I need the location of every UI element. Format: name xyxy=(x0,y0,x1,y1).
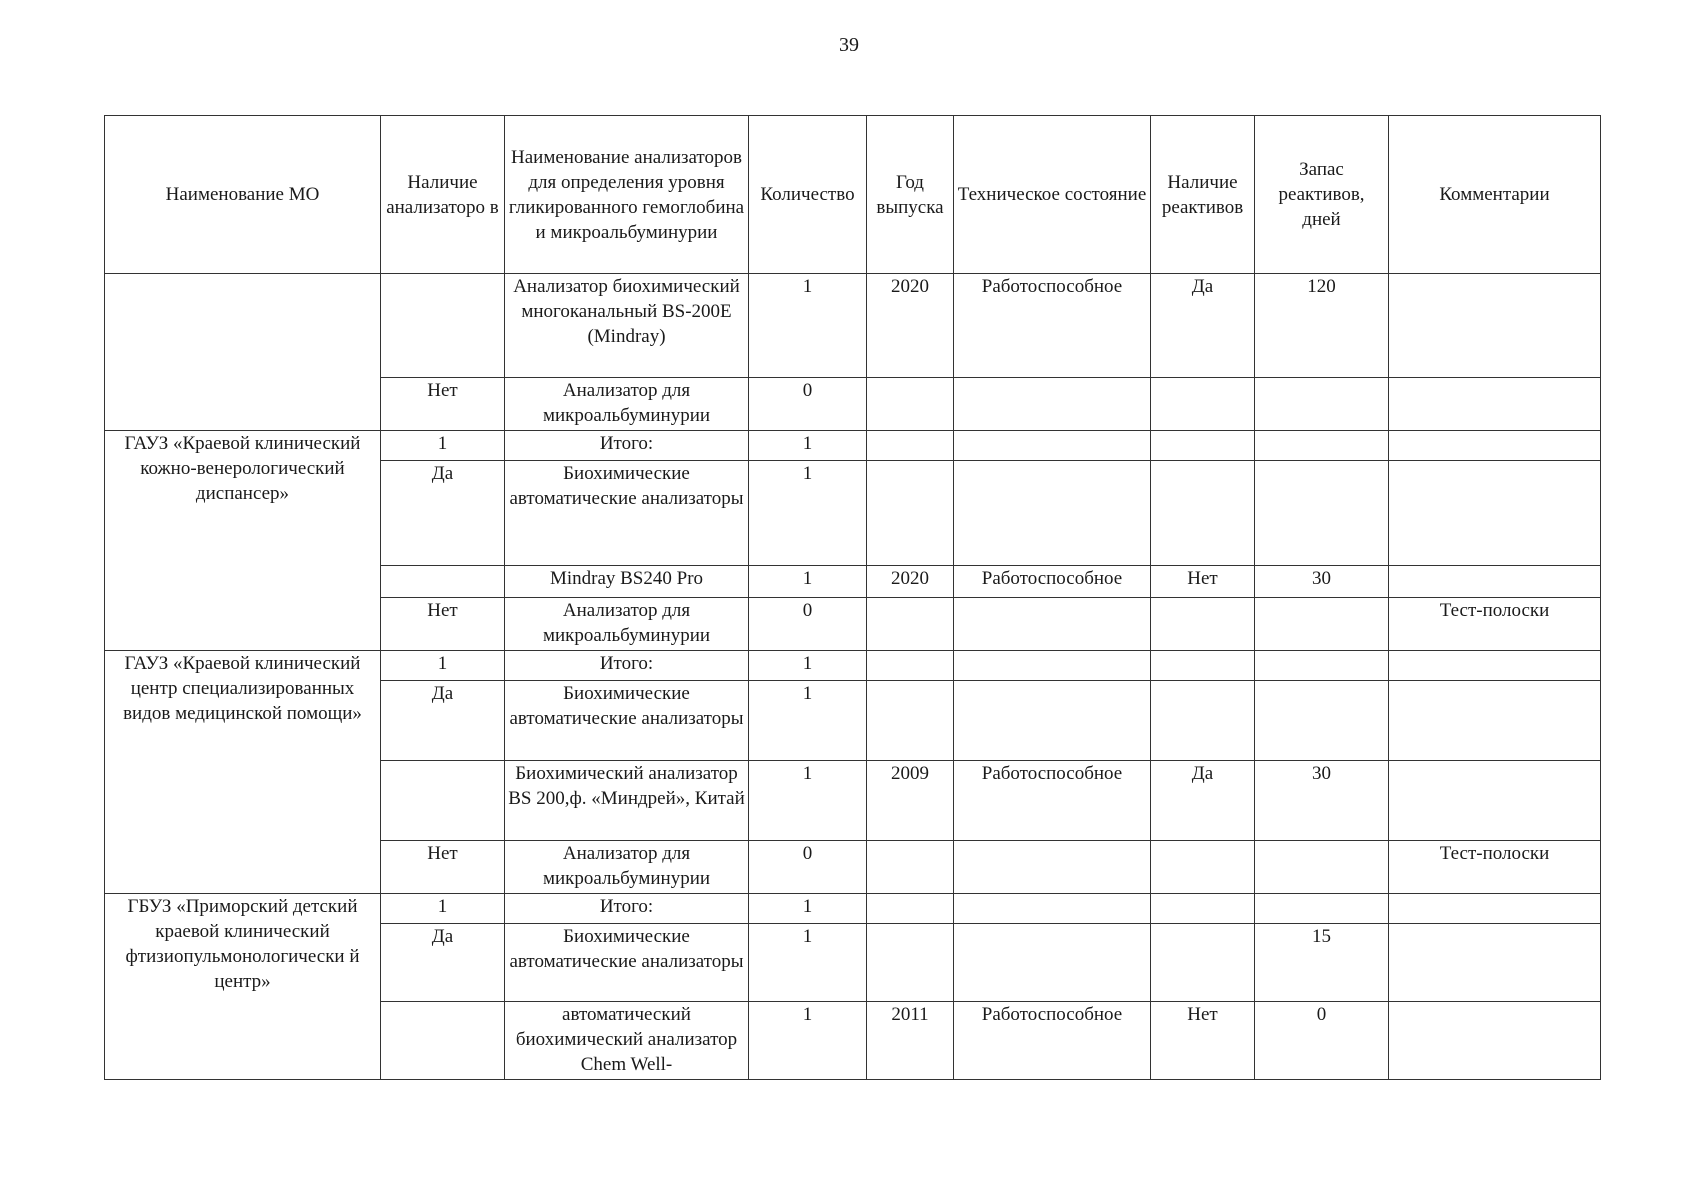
year-cell xyxy=(867,461,954,566)
condition-cell xyxy=(954,681,1151,761)
reagents-cell xyxy=(1151,378,1255,431)
condition-cell xyxy=(954,894,1151,924)
year-cell xyxy=(867,841,954,894)
comment-cell xyxy=(1389,924,1601,1002)
header-analyzer-presence: Наличие анализаторо в xyxy=(381,116,505,274)
quantity-cell: 0 xyxy=(749,841,867,894)
condition-cell xyxy=(954,431,1151,461)
presence-cell: 1 xyxy=(381,431,505,461)
quantity-cell: 1 xyxy=(749,274,867,378)
quantity-cell: 0 xyxy=(749,598,867,651)
mo-name-cell: ГАУЗ «Краевой клинический кожно-венерологический диспансер» xyxy=(105,431,381,651)
analyzer-name-cell: Биохимические автоматические анализаторы xyxy=(505,681,749,761)
reagents-cell: Да xyxy=(1151,274,1255,378)
stock-cell xyxy=(1255,651,1389,681)
header-comments: Комментарии xyxy=(1389,116,1601,274)
condition-cell xyxy=(954,924,1151,1002)
table-row xyxy=(105,651,1601,681)
comment-cell xyxy=(1389,274,1601,378)
reagents-cell xyxy=(1151,598,1255,651)
year-cell: 2009 xyxy=(867,761,954,841)
stock-cell xyxy=(1255,378,1389,431)
quantity-cell: 1 xyxy=(749,681,867,761)
comment-cell xyxy=(1389,461,1601,566)
analyzer-name-cell: автоматический биохимический анализатор Chem Well- xyxy=(505,1002,749,1080)
condition-cell: Работоспособное xyxy=(954,1002,1151,1080)
comment-cell xyxy=(1389,378,1601,431)
stock-cell xyxy=(1255,431,1389,461)
stock-cell: 30 xyxy=(1255,761,1389,841)
comment-cell: Тест-полоски xyxy=(1389,598,1601,651)
quantity-cell: 1 xyxy=(749,1002,867,1080)
reagents-cell xyxy=(1151,681,1255,761)
reagents-cell: Нет xyxy=(1151,1002,1255,1080)
condition-cell xyxy=(954,378,1151,431)
analyzer-name-cell: Mindray BS240 Pro xyxy=(505,566,749,598)
analyzers-table xyxy=(104,115,1601,1080)
header-quantity: Количество xyxy=(749,116,867,274)
analyzer-name-cell: Анализатор для микроальбуминурии xyxy=(505,598,749,651)
table-row xyxy=(105,894,1601,924)
comment-cell xyxy=(1389,651,1601,681)
mo-name-cell: ГАУЗ «Краевой клинический центр специализированных видов медицинской помощи» xyxy=(105,651,381,894)
analyzer-name-cell: Итого: xyxy=(505,651,749,681)
quantity-cell: 1 xyxy=(749,431,867,461)
page-number: 39 xyxy=(839,34,859,56)
presence-cell: 1 xyxy=(381,651,505,681)
condition-cell xyxy=(954,841,1151,894)
analyzer-name-cell: Анализатор биохимический многоканальный BS-200E (Mindray) xyxy=(505,274,749,378)
condition-cell xyxy=(954,598,1151,651)
stock-cell xyxy=(1255,681,1389,761)
condition-cell: Работоспособное xyxy=(954,566,1151,598)
quantity-cell: 1 xyxy=(749,566,867,598)
quantity-cell: 0 xyxy=(749,378,867,431)
reagents-cell: Нет xyxy=(1151,566,1255,598)
reagents-cell xyxy=(1151,651,1255,681)
comment-cell xyxy=(1389,566,1601,598)
reagents-cell xyxy=(1151,841,1255,894)
reagents-cell xyxy=(1151,924,1255,1002)
presence-cell: Да xyxy=(381,681,505,761)
presence-cell: 1 xyxy=(381,894,505,924)
comment-cell xyxy=(1389,1002,1601,1080)
comment-cell: Тест-полоски xyxy=(1389,841,1601,894)
stock-cell: 30 xyxy=(1255,566,1389,598)
comment-cell xyxy=(1389,761,1601,841)
header-year: Год выпуска xyxy=(867,116,954,274)
year-cell: 2020 xyxy=(867,274,954,378)
stock-cell: 15 xyxy=(1255,924,1389,1002)
header-row xyxy=(105,116,1601,274)
table-row xyxy=(105,274,1601,378)
quantity-cell: 1 xyxy=(749,924,867,1002)
comment-cell xyxy=(1389,431,1601,461)
reagents-cell xyxy=(1151,461,1255,566)
presence-cell: Нет xyxy=(381,841,505,894)
year-cell xyxy=(867,924,954,1002)
presence-cell: Нет xyxy=(381,598,505,651)
year-cell xyxy=(867,651,954,681)
presence-cell xyxy=(381,1002,505,1080)
analyzer-name-cell: Анализатор для микроальбуминурии xyxy=(505,378,749,431)
header-mo-name: Наименование МО xyxy=(105,116,381,274)
mo-name-cell: ГБУЗ «Приморский детский краевой клинический фтизиопульмонологически й центр» xyxy=(105,894,381,1080)
stock-cell: 120 xyxy=(1255,274,1389,378)
year-cell xyxy=(867,894,954,924)
presence-cell: Да xyxy=(381,461,505,566)
header-reagent-stock: Запас реактивов, дней xyxy=(1255,116,1389,274)
table-row xyxy=(105,431,1601,461)
year-cell: 2020 xyxy=(867,566,954,598)
comment-cell xyxy=(1389,681,1601,761)
analyzer-name-cell: Биохимические автоматические анализаторы xyxy=(505,461,749,566)
analyzer-name-cell: Анализатор для микроальбуминурии xyxy=(505,841,749,894)
year-cell xyxy=(867,378,954,431)
mo-name-cell xyxy=(105,274,381,431)
stock-cell xyxy=(1255,894,1389,924)
stock-cell xyxy=(1255,841,1389,894)
year-cell xyxy=(867,598,954,651)
presence-cell: Да xyxy=(381,924,505,1002)
reagents-cell: Да xyxy=(1151,761,1255,841)
year-cell xyxy=(867,681,954,761)
presence-cell: Нет xyxy=(381,378,505,431)
stock-cell: 0 xyxy=(1255,1002,1389,1080)
condition-cell xyxy=(954,651,1151,681)
presence-cell xyxy=(381,566,505,598)
analyzer-name-cell: Биохимический анализатор BS 200,ф. «Миндрей», Китай xyxy=(505,761,749,841)
presence-cell xyxy=(381,274,505,378)
stock-cell xyxy=(1255,461,1389,566)
condition-cell: Работоспособное xyxy=(954,761,1151,841)
header-condition: Техническое состояние xyxy=(954,116,1151,274)
analyzer-name-cell: Итого: xyxy=(505,894,749,924)
comment-cell xyxy=(1389,894,1601,924)
reagents-cell xyxy=(1151,894,1255,924)
analyzer-name-cell: Биохимические автоматические анализаторы xyxy=(505,924,749,1002)
header-analyzer-name: Наименование анализаторов для определения уровня гликированного гемоглобина и микроальбуминурии xyxy=(505,116,749,274)
stock-cell xyxy=(1255,598,1389,651)
quantity-cell: 1 xyxy=(749,894,867,924)
quantity-cell: 1 xyxy=(749,761,867,841)
quantity-cell: 1 xyxy=(749,461,867,566)
analyzer-name-cell: Итого: xyxy=(505,431,749,461)
condition-cell xyxy=(954,461,1151,566)
presence-cell xyxy=(381,761,505,841)
header-reagents: Наличие реактивов xyxy=(1151,116,1255,274)
year-cell: 2011 xyxy=(867,1002,954,1080)
reagents-cell xyxy=(1151,431,1255,461)
year-cell xyxy=(867,431,954,461)
condition-cell: Работоспособное xyxy=(954,274,1151,378)
quantity-cell: 1 xyxy=(749,651,867,681)
